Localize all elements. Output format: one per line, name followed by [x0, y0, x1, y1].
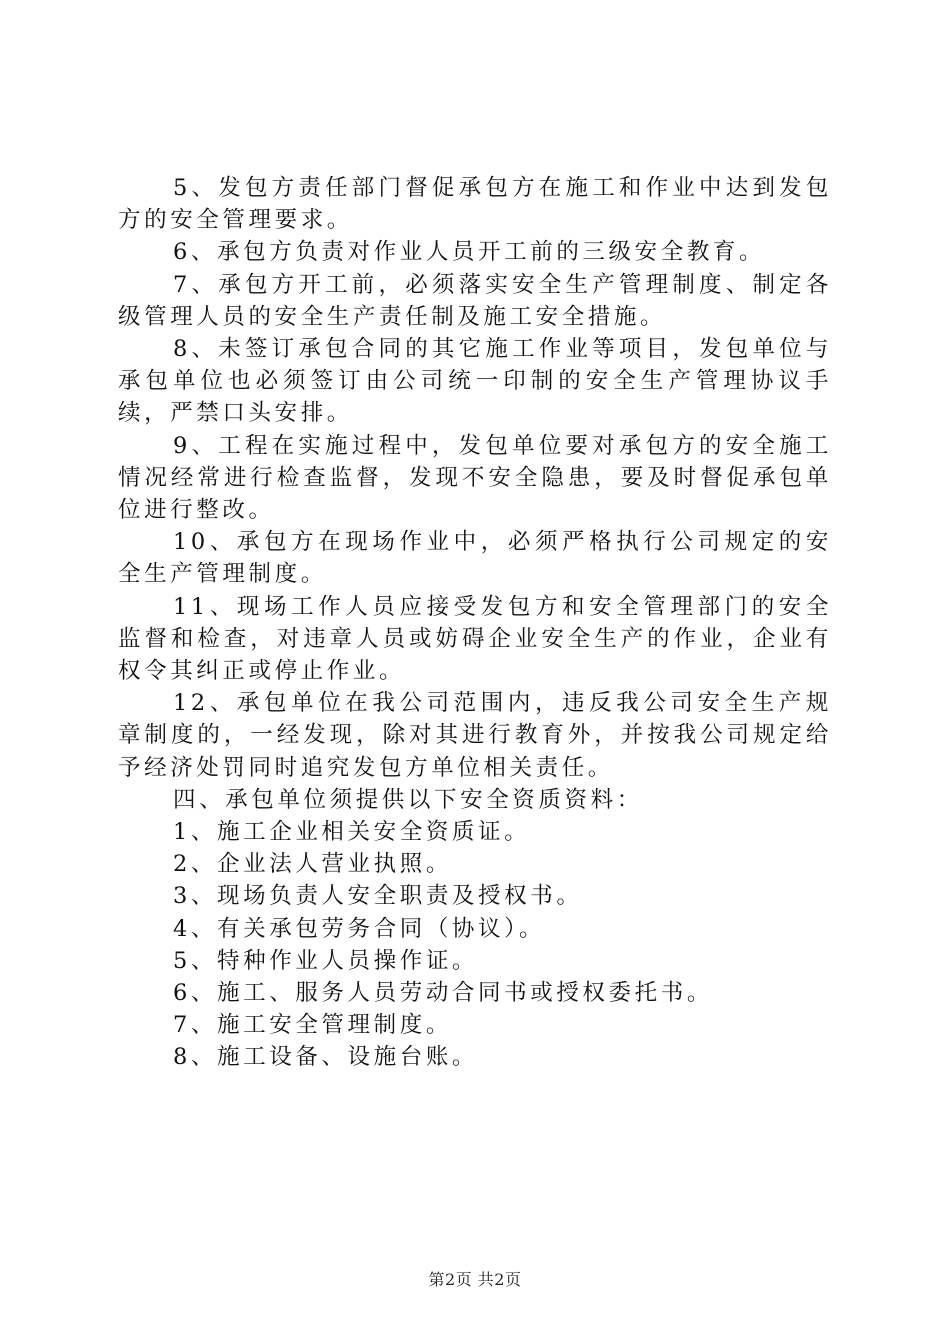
paragraph-item-11: 11、现场工作人员应接受发包方和安全管理部门的安全监督和检查，对违章人员或妨碍企业安全生产的作业，企业有权令其纠正或停止作业。 [118, 593, 832, 685]
paragraph-item-12: 12、承包单位在我公司范围内，违反我公司安全生产规章制度的，一经发现，除对其进行教育外，并按我公司规定给予经济处罚同时追究发包方单位相关责任。 [118, 690, 832, 781]
page-footer: 第2页 共2页 [428, 1270, 522, 1289]
paragraph-item-6: 6、承包方负责对作业人员开工前的三级安全教育。 [173, 239, 766, 266]
paragraph-item-9: 9、工程在实施过程中，发包单位要对承包方的安全施工情况经常进行检查监督，发现不安全隐患，要及时督促承包单位进行整改。 [118, 432, 832, 524]
list-item-3: 3、现场负责人安全职责及授权书。 [173, 883, 583, 910]
list-item-7: 7、施工安全管理制度。 [173, 1012, 452, 1039]
paragraph-item-10: 10、承包方在现场作业中，必须严格执行公司规定的安全生产管理制度。 [118, 529, 832, 588]
paragraph-item-8: 8、未签订承包合同的其它施工作业等项目，发包单位与承包单位也必须签订由公司统一印制的安全生产管理协议手续，严禁口头安排。 [118, 336, 832, 427]
list-item-2: 2、企业法人营业执照。 [173, 851, 452, 878]
list-item-4: 4、有关承包劳务合同（协议）。 [173, 915, 546, 942]
list-item-8: 8、施工设备、设施台账。 [173, 1044, 479, 1071]
section-heading-four: 四、承包单位须提供以下安全资质资料： [173, 786, 643, 813]
paragraph-item-7: 7、承包方开工前，必须落实安全生产管理制度、制定各级管理人员的安全生产责任制及施工安全措施。 [118, 271, 832, 330]
list-item-6: 6、施工、服务人员劳动合同书或授权委托书。 [173, 980, 713, 1007]
list-item-1: 1、施工企业相关安全资质证。 [173, 819, 531, 846]
list-item-5: 5、特种作业人员操作证。 [173, 947, 479, 974]
document-body [118, 172, 832, 1074]
paragraph-item-5: 5、发包方责任部门督促承包方在施工和作业中达到发包方的安全管理要求。 [118, 175, 832, 234]
